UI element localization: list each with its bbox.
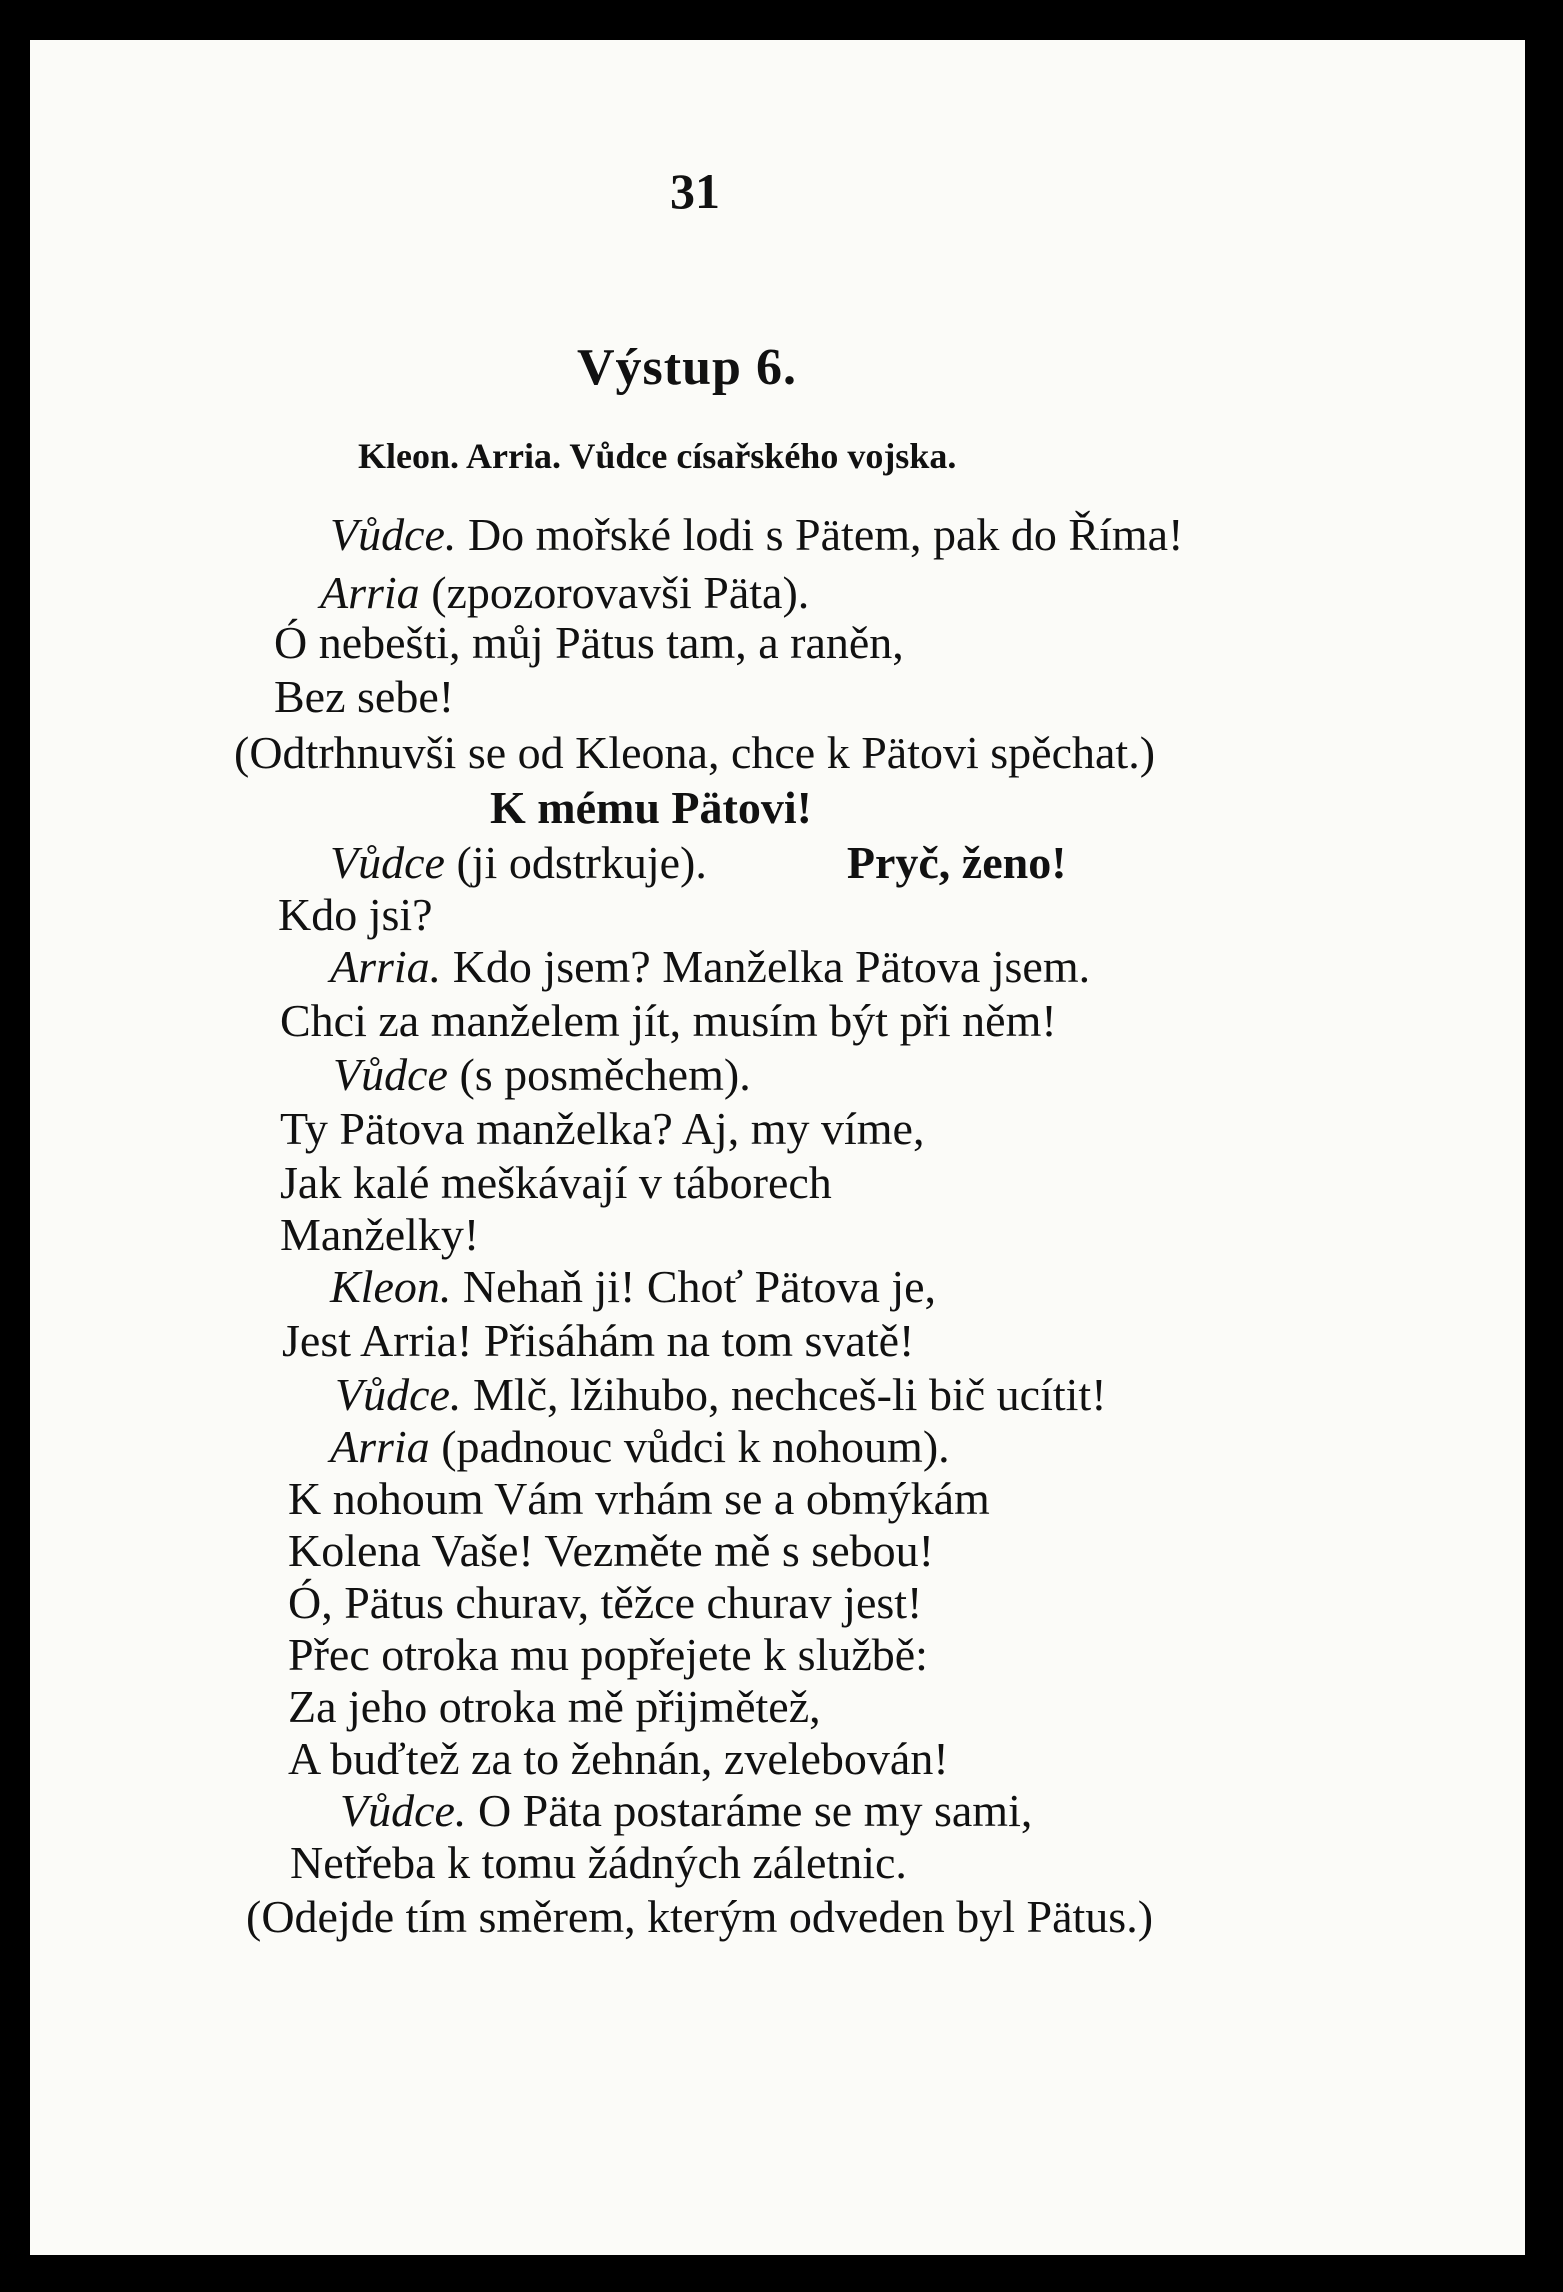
verse-line: Ó nebešti, můj Pätus tam, a raněn, — [274, 617, 904, 668]
verse-line: Přec otroka mu popřejete k službě: — [288, 1629, 928, 1680]
verse-line — [333, 1049, 751, 1100]
line-text: (zpozorovavši Päta). — [419, 567, 810, 618]
line-text: (padnouc vůdci k nohoum). — [429, 1421, 950, 1472]
speaker: Arria — [330, 1421, 430, 1472]
verse-line: Bez sebe! — [274, 671, 455, 722]
verse-line: Chci za manželem jít, musím být při něm! — [280, 995, 1057, 1046]
line-text: Kdo jsem? Manželka Pätova jsem. — [441, 941, 1091, 992]
verse-line — [330, 837, 1067, 888]
line-text: O Päta postaráme se my sami, — [466, 1785, 1033, 1836]
speaker: Arria — [320, 567, 420, 618]
verse-line — [330, 1261, 937, 1312]
verse-line: Kdo jsi? — [278, 889, 433, 940]
verse-line — [330, 1421, 950, 1472]
verse-line: K nohoum Vám vrhám se a obmýkám — [288, 1473, 990, 1524]
verse-line: Manželky! — [280, 1209, 480, 1260]
page-number: 31 — [670, 163, 720, 219]
stage-direction: (Odtrhnuvši se od Kleona, chce k Pätovi spěchat.) — [234, 727, 1156, 778]
line-text: Do mořské lodi s Pätem, pak do Říma! — [456, 509, 1184, 560]
verse-line — [330, 941, 1091, 992]
verse-line: Jest Arria! Přisáhám na tom svatě! — [282, 1315, 915, 1366]
verse-line — [340, 1785, 1033, 1836]
verse-line — [330, 509, 1184, 560]
line-text: Mlč, lžihubo, nechceš-li bič ucítit! — [461, 1369, 1107, 1420]
speaker: Vůdce. — [340, 1785, 467, 1836]
verse-line — [335, 1369, 1107, 1420]
line-text: (ji odstrkuje). — [444, 837, 707, 888]
verse-line: Jak kalé meškávají v táborech — [280, 1157, 832, 1208]
line-text-continued: Pryč, ženo! — [846, 837, 1067, 888]
line-text: Nehaň ji! Choť Pätova je, — [451, 1261, 937, 1312]
cast-list: Kleon. Arria. Vůdce císařského vojska. — [358, 436, 957, 476]
stage-direction: (Odejde tím směrem, kterým odveden byl Pätus.) — [246, 1891, 1154, 1942]
verse-line: Netřeba k tomu žádných záletnic. — [290, 1837, 907, 1888]
speaker: Vůdce. — [335, 1369, 462, 1420]
verse-line: A buďtež za to žehnán, zvelebován! — [288, 1733, 949, 1784]
speaker: Vůdce — [333, 1049, 448, 1100]
verse-line: Za jeho otroka mě přijmětež, — [288, 1681, 821, 1732]
verse-line: Kolena Vaše! Vezměte mě s sebou! — [288, 1525, 934, 1576]
verse-line: K mému Pätovi! — [490, 782, 812, 833]
verse-line — [320, 567, 810, 618]
speaker: Kleon. — [330, 1261, 452, 1312]
speaker: Vůdce. — [330, 509, 457, 560]
line-text: (s posměchem). — [447, 1049, 751, 1100]
book-page — [30, 40, 1525, 2255]
scene-title: Výstup 6. — [577, 339, 797, 396]
verse-line: Ty Pätova manželka? Aj, my víme, — [280, 1103, 925, 1154]
verse-line: Ó, Pätus churav, těžce churav jest! — [288, 1577, 923, 1628]
speaker: Arria. — [330, 941, 442, 992]
speaker: Vůdce — [330, 837, 445, 888]
